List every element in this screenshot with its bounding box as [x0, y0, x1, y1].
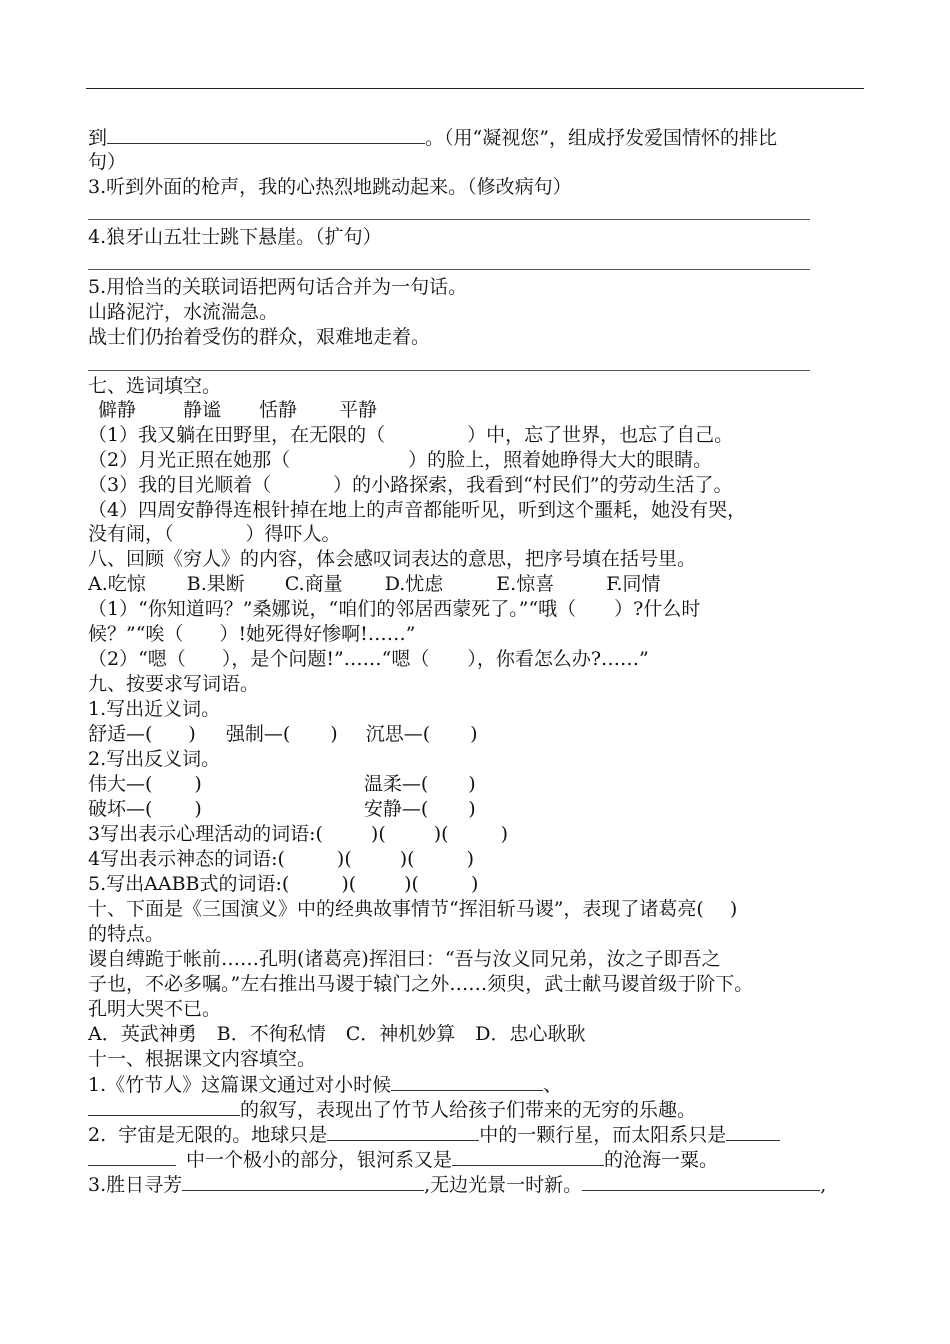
q8-2: （2）“嗯（ ），是个问题!”……“嗯（ ），你看怎么办?……”	[88, 648, 649, 670]
passage-1: 谡自缚跪于帐前……孔明(诸葛亮)挥泪曰：“吾与汝义同兄弟，汝之子即吾之	[88, 948, 721, 970]
word: 恬静	[259, 399, 298, 421]
answer-line[interactable]	[88, 269, 810, 270]
fill-1: 1.《竹节人》这篇课文通过对小时候 、	[88, 1074, 563, 1096]
q7-3: （3）我的目光顺着（ ）的小路探索，我看到“村民们”的劳动生活了。	[88, 474, 733, 496]
line-4: 4.狼牙山五壮士跳下悬崖。（扩句）	[88, 226, 382, 248]
n1: 1.写出近义词。	[88, 698, 221, 720]
section-10-cont: 的特点。	[88, 923, 165, 945]
word: 僻静	[98, 399, 137, 421]
blank[interactable]	[452, 1147, 604, 1166]
blank[interactable]	[88, 1147, 176, 1166]
line-2: 句）	[88, 151, 127, 173]
options-10: A．英武神勇 B．不徇私情 C．神机妙算 D．忠心耿耿	[88, 1023, 586, 1045]
section-9-heading: 九、按要求写词语。	[88, 673, 260, 695]
blank[interactable]	[182, 1172, 424, 1191]
answer-line[interactable]	[88, 370, 810, 371]
fill-2: 2. 宇宙是无限的。地球只是 中的一颗行星，而太阳系只是	[88, 1122, 780, 1147]
blank[interactable]	[726, 1122, 780, 1141]
section-7-heading: 七、选词填空。	[88, 375, 222, 397]
fill-3: 3.胜日寻芳 ,无边光景一时新。 ,	[88, 1174, 827, 1196]
fill-1-cont: 的叙写，表现出了竹节人给孩子们带来的无穷的乐趣。	[88, 1097, 696, 1122]
n5: 5.写出AABB式的词语:( )( )( )	[88, 873, 479, 895]
q7-1: （1）我又躺在田野里，在无限的（ ）中，忘了世界，也忘了自己。	[88, 424, 734, 446]
blank[interactable]	[582, 1172, 820, 1191]
q7-4: （4）四周安静得连根针掉在地上的声音都能听见，听到这个噩耗，她没有哭，	[88, 499, 747, 521]
text: 到	[88, 127, 108, 149]
word-choices	[88, 398, 377, 422]
answer-line[interactable]	[88, 219, 810, 220]
header-rule	[86, 88, 864, 89]
word: 静谧	[183, 399, 222, 421]
passage-3: 孔明大哭不已。	[88, 998, 222, 1020]
blank[interactable]	[88, 1097, 240, 1116]
blank[interactable]	[327, 1122, 479, 1141]
section-10-heading: 十、下面是《三国演义》中的经典故事情节“挥泪斩马谡”，表现了诸葛亮( )	[88, 898, 738, 920]
n3: 3写出表示心理活动的词语:( )( )( )	[88, 823, 508, 845]
q7-2: （2）月光正照在她那（ ）的脸上，照着她睁得大大的眼睛。	[88, 449, 713, 471]
n4: 4写出表示神态的词语:( )( )( )	[88, 848, 474, 870]
line-1	[88, 125, 777, 150]
line-5: 5.用恰当的关联词语把两句话合并为一句话。	[88, 276, 468, 298]
antonyms-row-2: 破坏—( ) 安静—( )	[88, 798, 476, 820]
antonyms-row-1: 伟大—( ) 温柔—( )	[88, 773, 476, 795]
q8-1: （1）“你知道吗？”桑娜说，“咱们的邻居西蒙死了。”“哦（ ）?什么时	[88, 598, 701, 620]
q8-1-cont: 候？”“唉（ ）!她死得好惨啊!……”	[88, 623, 416, 645]
options-8: A.吃惊 B.果断 C.商量 D.忧虑 E.惊喜 F.同情	[88, 573, 661, 595]
text: 。（用“凝视您”，组成抒发爱国情怀的排比	[425, 127, 777, 149]
word: 平静	[339, 399, 378, 421]
n2: 2.写出反义词。	[88, 748, 221, 770]
line-6: 山路泥泞，水流湍急。	[88, 301, 279, 323]
blank[interactable]	[107, 125, 425, 144]
synonyms-row: 舒适—( ) 强制—( ) 沉思—( )	[88, 723, 478, 745]
q7-4-cont: 没有闹，（ ）得吓人。	[88, 523, 341, 545]
line-3: 3.听到外面的枪声，我的心热烈地跳动起来。（修改病句）	[88, 176, 572, 198]
passage-2: 子也，不必多嘱。”左右推出马谡于辕门之外……须臾，武士献马谡首级于阶下。	[88, 973, 754, 995]
fill-2-cont: 中一个极小的部分，银河系又是 的沧海一粟。	[88, 1147, 718, 1172]
section-11-heading: 十一、根据课文内容填空。	[88, 1048, 317, 1070]
section-8-heading: 八、回顾《穷人》的内容，体会感叹词表达的意思，把序号填在括号里。	[88, 548, 697, 570]
blank[interactable]	[391, 1072, 543, 1091]
line-7: 战士们仍抬着受伤的群众，艰难地走着。	[88, 326, 431, 348]
